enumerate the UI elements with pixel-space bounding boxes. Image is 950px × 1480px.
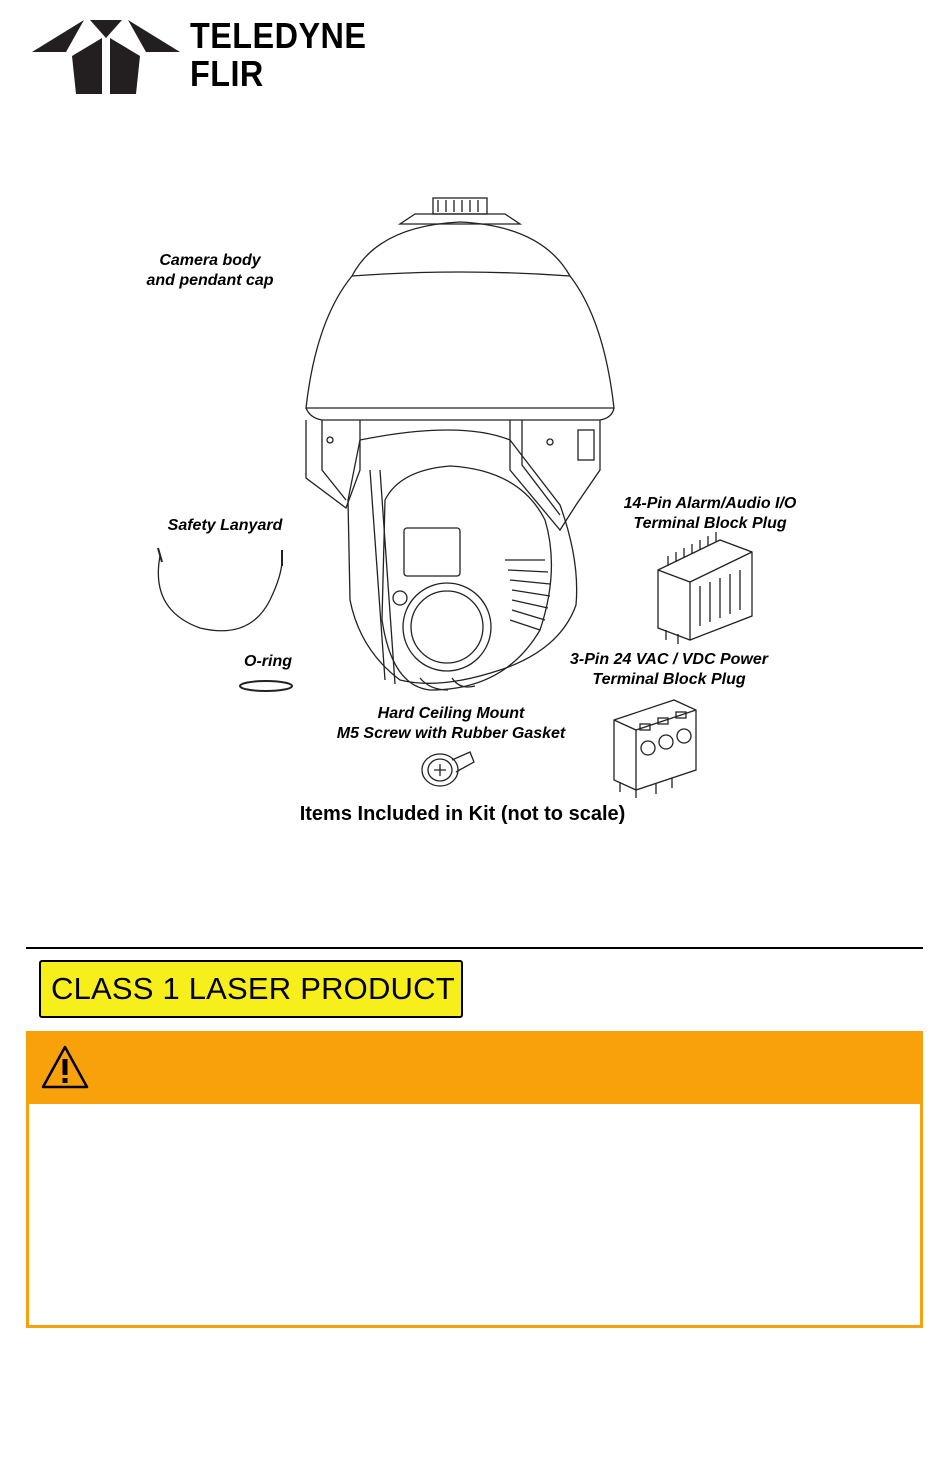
warning-box	[26, 1031, 923, 1328]
brand-line-1: TELEDYNE	[190, 15, 367, 56]
laser-class-label: CLASS 1 LASER PRODUCT	[39, 960, 463, 1018]
teledyne-logo-icon	[32, 20, 182, 98]
pendant-cap	[400, 198, 520, 224]
safety-lanyard	[158, 548, 282, 631]
camera-dome	[306, 222, 614, 408]
section-divider	[26, 947, 923, 949]
warning-body	[29, 1104, 920, 1325]
terminal-14pin-line1: 14-Pin Alarm/Audio I/O	[623, 495, 797, 512]
m5-screw	[422, 752, 474, 786]
teledyne-flir-logo	[32, 15, 372, 98]
terminal-3pin-label	[548, 650, 790, 690]
screw-line2: M5 Screw with Rubber Gasket	[336, 725, 566, 742]
warning-triangle-icon	[41, 1044, 89, 1090]
camera-body-line2: and pendant cap	[146, 272, 274, 289]
safety-lanyard-label: Safety Lanyard	[167, 517, 283, 534]
o-ring-label: O-ring	[244, 653, 292, 670]
kit-figure	[0, 180, 950, 820]
o-ring-shape	[240, 681, 292, 691]
figure-caption: Items Included in Kit (not to scale)	[299, 803, 626, 825]
terminal-3pin-line1: 3-Pin 24 VAC / VDC Power	[570, 651, 768, 668]
terminal-3pin-line2: Terminal Block Plug	[592, 671, 746, 688]
warning-header	[29, 1034, 920, 1104]
screw-line1: Hard Ceiling Mount	[377, 705, 525, 722]
camera-body-label	[130, 251, 290, 291]
terminal-14pin-label	[590, 494, 830, 534]
screw-label	[316, 704, 586, 744]
camera-body-line1: Camera body	[159, 252, 261, 269]
terminal-block-14pin	[658, 532, 752, 644]
brand-line-2: FLIR	[190, 53, 264, 94]
terminal-14pin-line2: Terminal Block Plug	[633, 515, 787, 532]
terminal-block-3pin	[614, 700, 696, 798]
